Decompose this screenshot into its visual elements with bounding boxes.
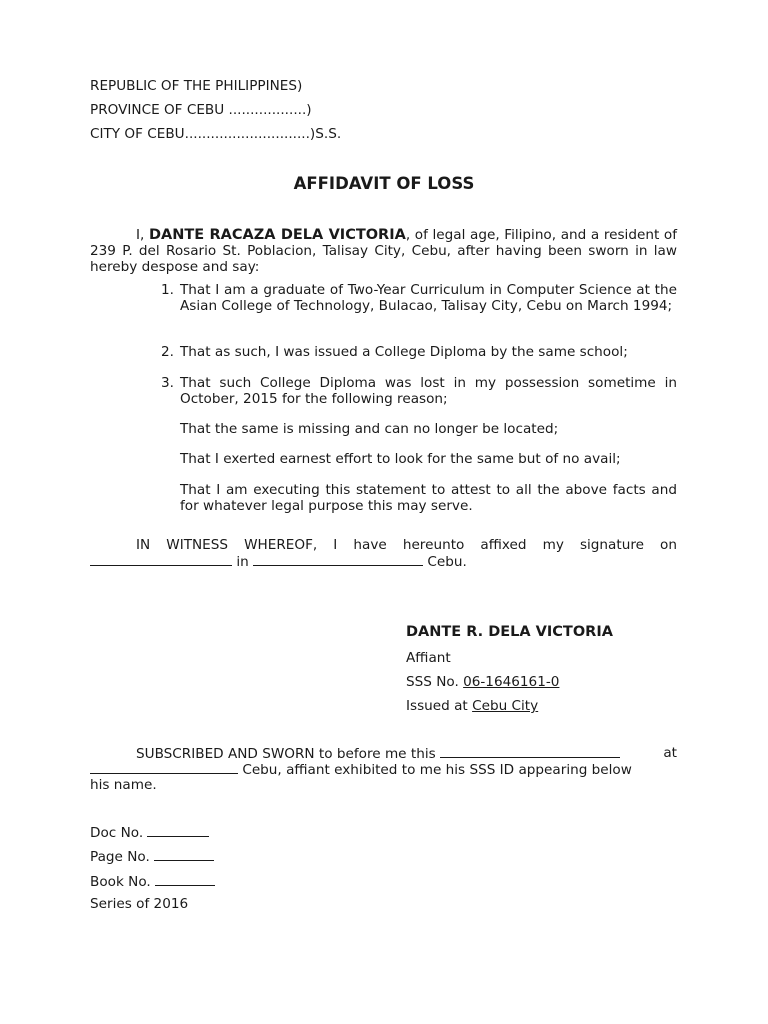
item-number: 1.: [161, 282, 174, 298]
jurat-at: at: [663, 745, 677, 761]
series-year: Series of 2016: [90, 896, 189, 912]
signatory-name: DANTE R. DELA VICTORIA: [406, 624, 613, 640]
sss-number: [406, 674, 559, 690]
venue-republic: REPUBLIC OF THE PHILIPPINES): [90, 78, 303, 94]
doc-label: Doc No.: [90, 825, 144, 841]
sss-label: SSS No.: [406, 674, 459, 690]
jurat-line-2: [90, 761, 632, 778]
book-blank[interactable]: [155, 873, 215, 886]
witness-line-2: [90, 553, 467, 570]
intro-paragraph: [90, 227, 677, 275]
intro-text: , of legal age, Filipino, and a resident of 239 P. del Rosario St. Poblacion, Talisay City, Cebu, after having been sworn in law hereby despose and say:: [90, 227, 677, 275]
jurat-place-blank[interactable]: [90, 761, 238, 774]
reason-purpose: That I am executing this statement to attest to all the above facts and for whatever legal purpose this may serve.: [180, 482, 677, 514]
issued-at: [406, 698, 538, 714]
item-number: 2.: [161, 344, 174, 360]
venue-city: CITY OF CEBU.............................)S.S.: [90, 126, 342, 142]
jurat-text-2: Cebu, affiant exhibited to me his SSS ID appearing below: [242, 762, 632, 778]
document-title: AFFIDAVIT OF LOSS: [293, 174, 475, 193]
jurat-text-3: his name.: [90, 777, 157, 793]
intro-prefix: I,: [136, 227, 145, 243]
place-blank[interactable]: [253, 553, 423, 566]
witness-end: Cebu.: [427, 554, 467, 570]
jurat-text-1: SUBSCRIBED AND SWORN to before me this: [136, 746, 436, 762]
venue-province: PROVINCE OF CEBU ..................): [90, 102, 312, 118]
signatory-role: Affiant: [406, 650, 451, 666]
witness-text: IN WITNESS WHEREOF, I have hereunto affixed my signature on: [136, 537, 677, 553]
issued-value: Cebu City: [472, 698, 539, 714]
book-label: Book No.: [90, 874, 151, 890]
reason-missing: That the same is missing and can no longer be located;: [180, 421, 559, 437]
witness-paragraph: [90, 537, 677, 553]
witness-in: in: [236, 554, 249, 570]
item-text: That I am a graduate of Two-Year Curriculum in Computer Science at the Asian College of Technology, Bulacao, Talisay City, Cebu on March 1994;: [180, 282, 677, 314]
sss-value: 06-1646161-0: [463, 674, 560, 690]
issued-label: Issued at: [406, 698, 468, 714]
item-number: 3.: [161, 375, 174, 391]
doc-number: [90, 824, 209, 841]
book-number: [90, 873, 215, 890]
jurat-date-blank[interactable]: [440, 745, 620, 758]
doc-blank[interactable]: [147, 824, 209, 837]
reason-effort: That I exerted earnest effort to look for the same but of no avail;: [180, 451, 621, 467]
affiant-full-name: DANTE RACAZA DELA VICTORIA: [148, 227, 406, 243]
date-blank[interactable]: [90, 553, 232, 566]
jurat-line-1: [90, 745, 677, 762]
page-number: [90, 848, 214, 865]
item-text: That as such, I was issued a College Diploma by the same school;: [180, 344, 628, 360]
page-label: Page No.: [90, 849, 150, 865]
item-text: That such College Diploma was lost in my possession sometime in October, 2015 for the following reason;: [180, 375, 677, 407]
page-blank[interactable]: [154, 848, 214, 861]
